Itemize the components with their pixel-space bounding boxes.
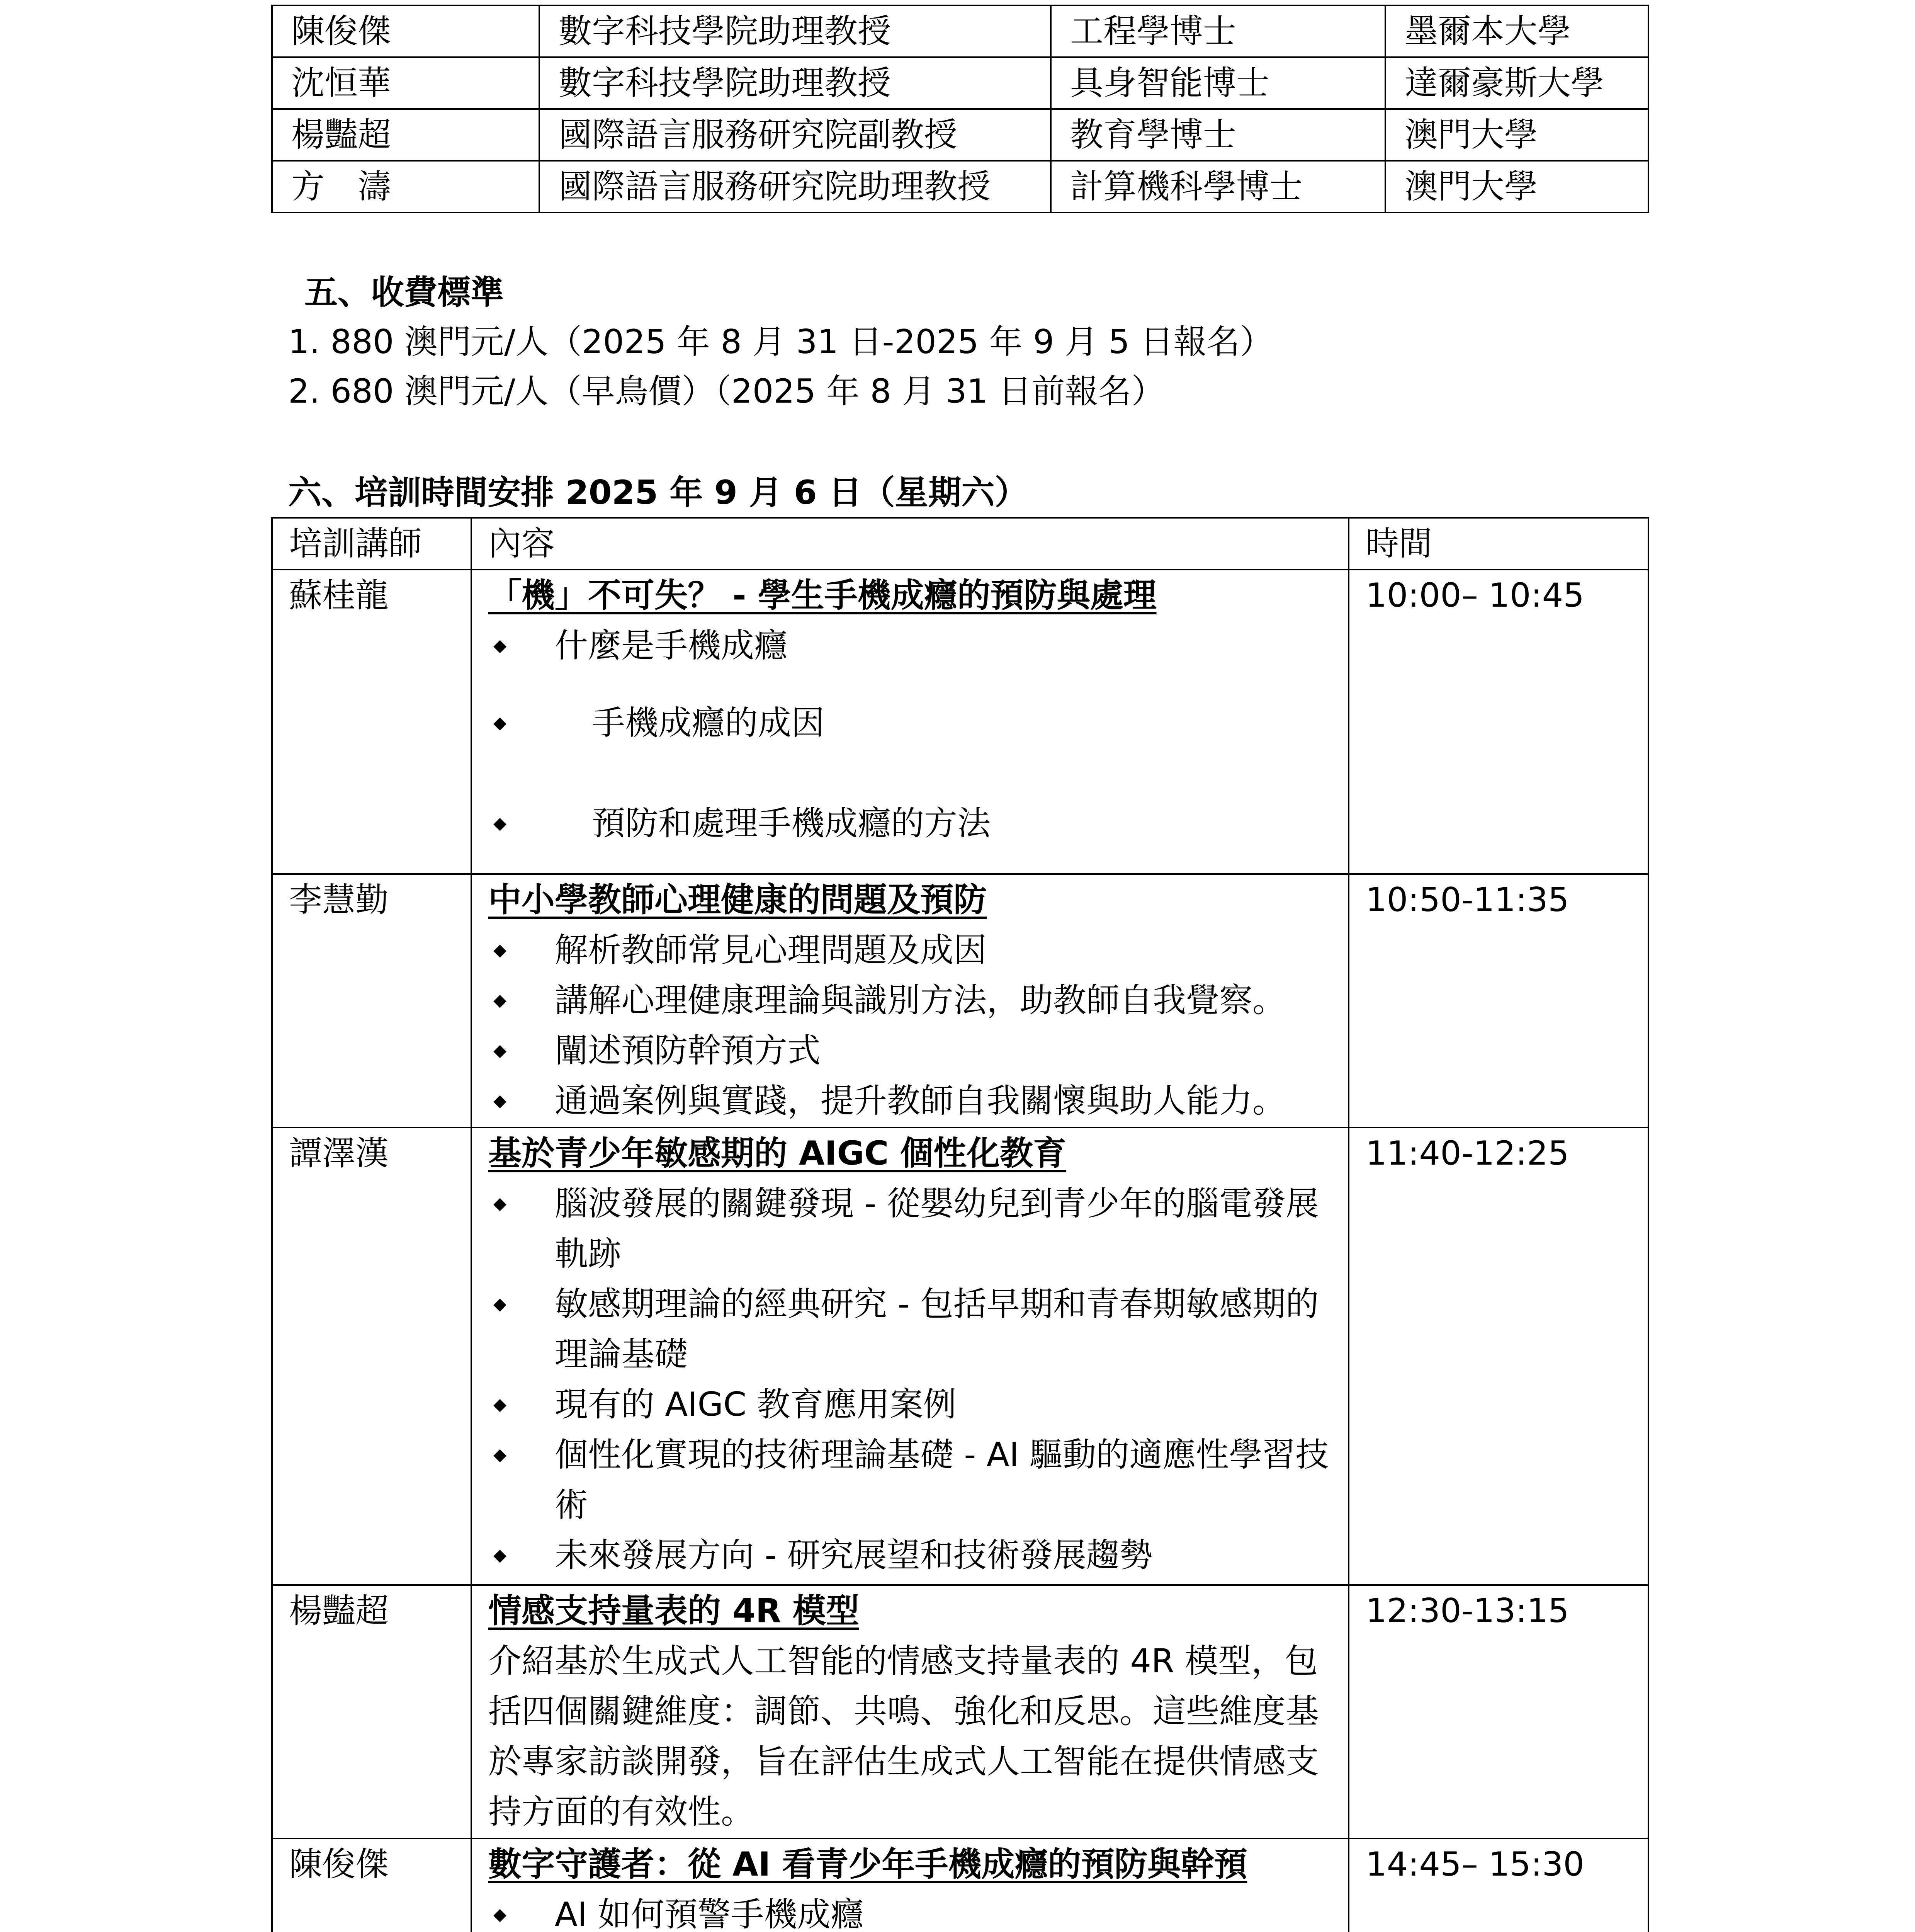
- diamond-bullet-icon: ◆: [493, 940, 506, 960]
- session-bullets: [488, 1179, 1332, 1580]
- diamond-bullet-icon: ◆: [493, 1194, 506, 1213]
- diamond-bullet-icon: ◆: [493, 1545, 506, 1565]
- faculty-degree: 具身智能博士: [1051, 57, 1385, 109]
- fee-item: 1. 880 澳門元/人（2025 年 8 月 31 日-2025 年 9 月 5 日報名）: [288, 323, 1273, 361]
- diamond-bullet-icon: ◆: [493, 1445, 506, 1464]
- faculty-position: 數字科技學院助理教授: [539, 5, 1051, 57]
- table-row: [272, 5, 1648, 57]
- session-time: 14:45– 15:30: [1349, 1838, 1648, 1932]
- session-time: 12:30-13:15: [1349, 1585, 1648, 1838]
- diamond-bullet-icon: ◆: [493, 813, 506, 833]
- session-speaker: 李慧勤: [272, 874, 471, 1128]
- session-bullets: [488, 1889, 1332, 1932]
- list-item: ◆ 敏感期理論的經典研究 - 包括早期和青春期敏感期的理論基礎: [488, 1279, 1332, 1379]
- session-topic: 情感支持量表的 4R 模型: [488, 1592, 859, 1630]
- session-content: [471, 1838, 1349, 1932]
- faculty-position: 數字科技學院助理教授: [539, 57, 1051, 109]
- list-item: ◆ 手機成癮的成因: [488, 698, 1332, 748]
- table-row: [272, 1128, 1648, 1585]
- list-item: ◆ 講解心理健康理論與識別方法，助教師自我覺察。: [488, 975, 1332, 1026]
- list-item: ◆ 解析教師常見心理問題及成因: [488, 925, 1332, 975]
- session-content: [471, 570, 1349, 874]
- table-row: [272, 57, 1648, 109]
- schedule-heading: 六、培訓時間安排 2025 年 9 月 6 日（星期六）: [288, 473, 1028, 512]
- table-row: [272, 109, 1648, 161]
- session-time: 10:00– 10:45: [1349, 570, 1648, 874]
- diamond-bullet-icon: ◆: [493, 990, 506, 1010]
- session-content: [471, 874, 1349, 1128]
- list-item: ◆ AI 如何預警手機成癮: [488, 1889, 1332, 1932]
- schedule-table: [271, 517, 1649, 1932]
- table-row: [272, 874, 1648, 1128]
- faculty-degree: 計算機科學博士: [1051, 161, 1385, 213]
- session-topic: 「機」不可失？ - 學生手機成癮的預防與處理: [488, 576, 1157, 615]
- session-description: 介紹基於生成式人工智能的情感支持量表的 4R 模型，包括四個關鍵維度：調節、共鳴、強化和反思。這些維度基於專家訪談開發，旨在評估生成式人工智能在提供情感支持方面的有效性。: [488, 1642, 1319, 1831]
- diamond-bullet-icon: ◆: [493, 1091, 506, 1111]
- table-header-row: [272, 518, 1648, 570]
- faculty-table: [271, 5, 1649, 213]
- faculty-name: 方 濤: [272, 161, 539, 213]
- session-content: [471, 1585, 1349, 1838]
- session-time: 10:50-11:35: [1349, 874, 1648, 1128]
- table-row: [272, 1585, 1648, 1838]
- list-item: ◆ 什麼是手機成癮: [488, 621, 1332, 671]
- column-header-content: 內容: [471, 518, 1349, 570]
- table-row: [272, 570, 1648, 874]
- session-speaker: 蘇桂龍: [272, 570, 471, 874]
- session-speaker: 陳俊傑: [272, 1838, 471, 1932]
- list-item: ◆ 現有的 AIGC 教育應用案例: [488, 1379, 1332, 1430]
- diamond-bullet-icon: ◆: [493, 1905, 506, 1924]
- faculty-university: 澳門大學: [1385, 109, 1648, 161]
- list-item: ◆ 個性化實現的技術理論基礎 - AI 驅動的適應性學習技術: [488, 1430, 1332, 1530]
- session-topic: 數字守護者：從 AI 看青少年手機成癮的預防與幹預: [488, 1845, 1247, 1884]
- session-bullets: [488, 621, 1332, 671]
- diamond-bullet-icon: ◆: [493, 1294, 506, 1314]
- list-item: ◆ 通過案例與實踐，提升教師自我關懷與助人能力。: [488, 1076, 1332, 1126]
- fees-heading: 五、收費標準: [304, 273, 504, 312]
- session-speaker: 譚澤漢: [272, 1128, 471, 1585]
- session-bullets: [488, 925, 1332, 1126]
- list-item: ◆ 未來發展方向 - 研究展望和技術發展趨勢: [488, 1530, 1332, 1580]
- faculty-university: 墨爾本大學: [1385, 5, 1648, 57]
- session-speaker: 楊豔超: [272, 1585, 471, 1838]
- column-header-speaker: 培訓講師: [272, 518, 471, 570]
- faculty-university: 澳門大學: [1385, 161, 1648, 213]
- session-topic: 基於青少年敏感期的 AIGC 個性化教育: [488, 1134, 1067, 1173]
- session-bullets: [488, 698, 1332, 849]
- faculty-position: 國際語言服務研究院助理教授: [539, 161, 1051, 213]
- faculty-university: 達爾豪斯大學: [1385, 57, 1648, 109]
- faculty-degree: 教育學博士: [1051, 109, 1385, 161]
- faculty-name: 陳俊傑: [272, 5, 539, 57]
- list-item: ◆ 預防和處理手機成癮的方法: [488, 798, 1332, 849]
- diamond-bullet-icon: ◆: [493, 1041, 506, 1060]
- column-header-time: 時間: [1349, 518, 1648, 570]
- faculty-position: 國際語言服務研究院副教授: [539, 109, 1051, 161]
- session-topic: 中小學教師心理健康的問題及預防: [488, 881, 987, 919]
- list-item: ◆ 闡述預防幹預方式: [488, 1026, 1332, 1076]
- diamond-bullet-icon: ◆: [493, 713, 506, 733]
- table-row: [272, 1838, 1648, 1932]
- faculty-name: 沈恒華: [272, 57, 539, 109]
- diamond-bullet-icon: ◆: [493, 636, 506, 655]
- faculty-degree: 工程學博士: [1051, 5, 1385, 57]
- session-content: [471, 1128, 1349, 1585]
- table-row: [272, 161, 1648, 213]
- fee-item: 2. 680 澳門元/人（早鳥價）（2025 年 8 月 31 日前報名）: [288, 372, 1165, 411]
- list-item: ◆ 腦波發展的關鍵發現 - 從嬰幼兒到青少年的腦電發展軌跡: [488, 1179, 1332, 1279]
- faculty-name: 楊豔超: [272, 109, 539, 161]
- diamond-bullet-icon: ◆: [493, 1395, 506, 1414]
- session-time: 11:40-12:25: [1349, 1128, 1648, 1585]
